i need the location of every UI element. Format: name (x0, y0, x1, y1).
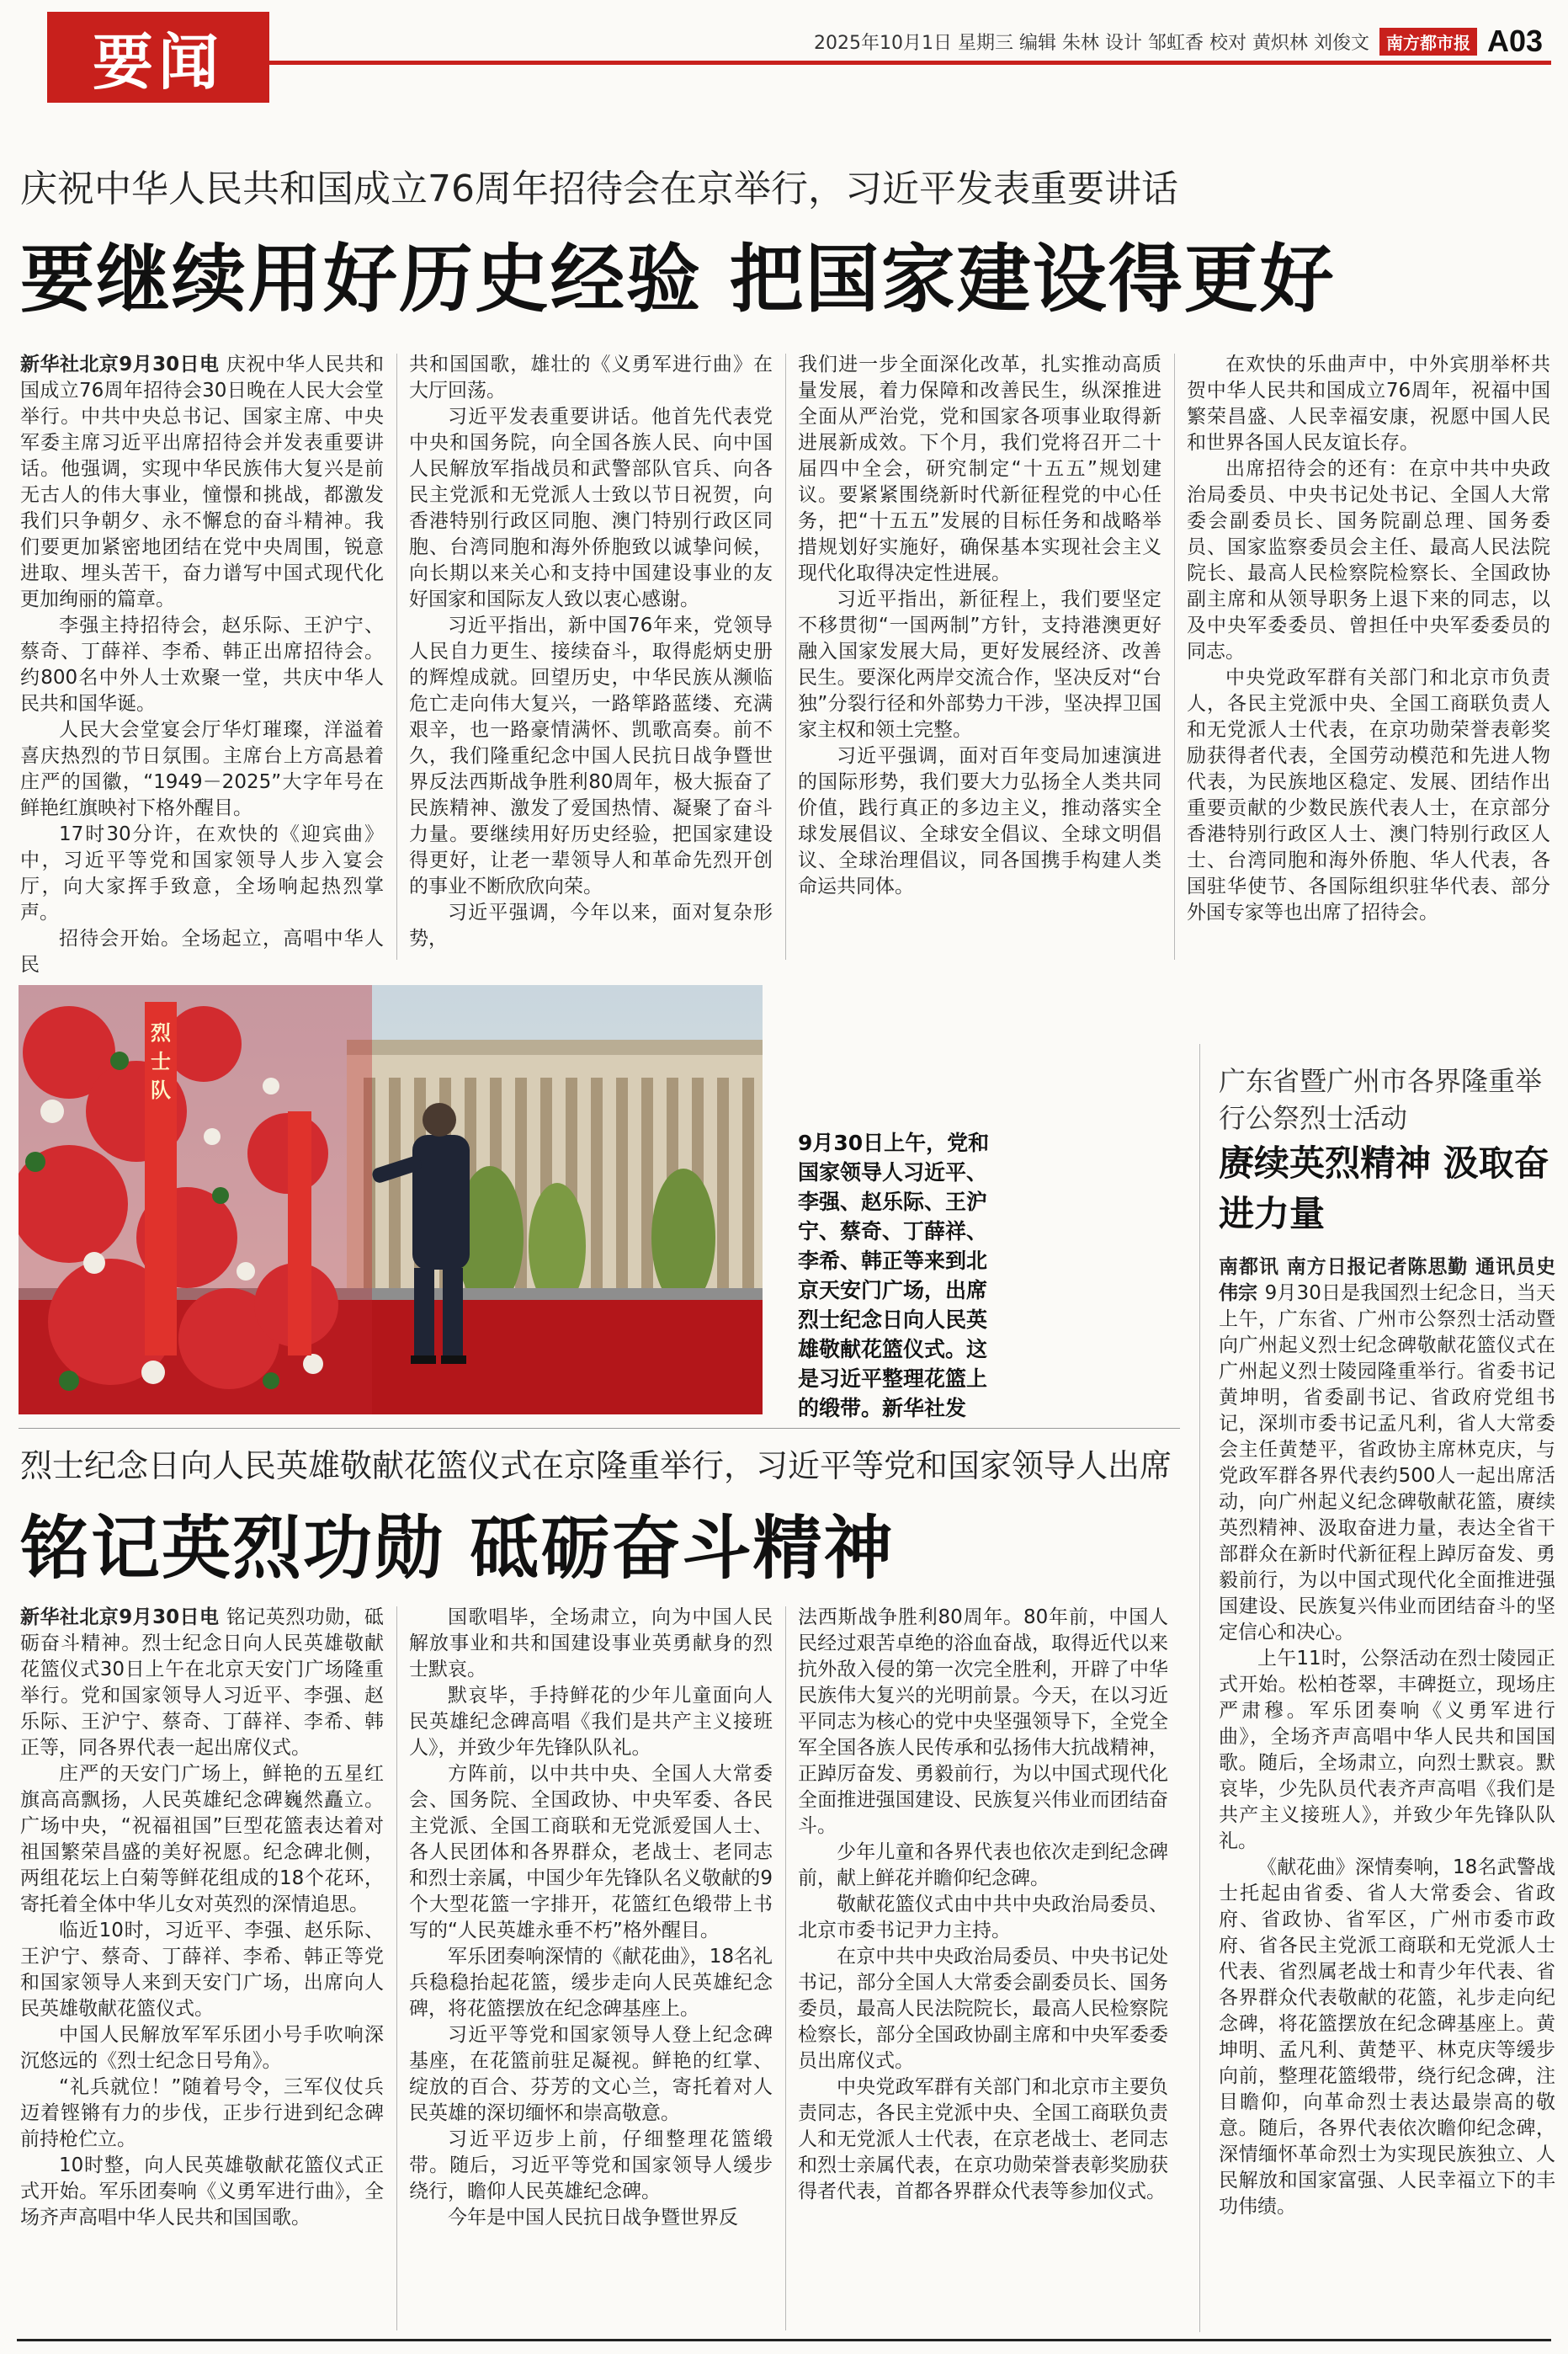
paragraph-text: 中央党政军群有关部门和北京市负责人，各民主党派中央、全国工商联负责人和无党派人士代表，在京功勋荣誉表彰奖励获得者代表，全国劳动模范和先进人物代表，为民族地区稳定、发展、团结作出重要贡献的少数民族代表人士，在京部分香港特别行政区人士、澳门特别行政区人士、台湾同胞和海外侨胞、华人代表，各国驻华使节、各国际组织驻华代表、部分外国专家等也出席了招待会。 (1187, 667, 1550, 924)
article-paragraph (409, 900, 773, 952)
paragraph-text: 共和国国歌，雄壮的《义勇军进行曲》在大厅回荡。 (409, 354, 773, 402)
column-divider (396, 1606, 397, 2330)
article-paragraph (409, 352, 773, 404)
paragraph-text: 10时整，向人民英雄敬献花篮仪式正式开始。军乐团奏响《义勇军进行曲》，全场齐声高唱中华人民共和国国歌。 (20, 2154, 384, 2229)
article-paragraph (798, 1605, 1168, 1840)
article-paragraph (798, 2074, 1168, 2205)
article-paragraph (409, 1761, 773, 1944)
paragraph-text: 军乐团奏响深情的《献花曲》，18名礼兵稳稳抬起花篮，缓步走向人民英雄纪念碑，将花篮摆放在纪念碑基座上。 (409, 1946, 773, 2020)
paragraph-text: 《献花曲》深情奏响，18名武警战士托起由省委、省人大常委会、省政府、省政协、省军区，广州市委市政府、省各民主党派工商联和无党派人士代表、省烈属老战士和青少年代表、省各界群众代表敬献的花篮，礼步走向纪念碑，将花篮摆放在纪念碑基座上。黄坤明、孟凡利、黄楚平、林克庆等缓步向前，整理花篮缎带，绕行纪念碑，注目瞻仰，向革命烈士表达最崇高的敬意。随后，各界代表依次瞻仰纪念碑，深情缅怀革命烈士为实现民族独立、人民解放和国家富强、人民幸福立下的丰功伟绩。 (1219, 1856, 1555, 2218)
page-number: A03 (1486, 24, 1543, 58)
story3-headline: 赓续英烈精神 汲取奋进力量 (1219, 1142, 1549, 1234)
story3-kicker: 广东省暨广州市各界隆重举行公祭烈士活动 (1219, 1065, 1543, 1134)
column-divider (785, 1606, 786, 2330)
article-paragraph (798, 1892, 1168, 1944)
paragraph-text: “礼兵就位！”随着号令，三军仪仗兵迈着铿锵有力的步伐，正步行进到纪念碑前持枪伫立。 (20, 2076, 384, 2150)
paragraph-text: 在京中共中央政治局委员、中央书记处书记，部分全国人大常委会副委员长、国务委员，最高人民法院院长，最高人民检察院检察长，部分全国政协副主席和中央军委委员出席仪式。 (798, 1946, 1168, 2072)
section-badge: 要闻 (47, 12, 269, 103)
paragraph-text: 习近平发表重要讲话。他首先代表党中央和国务院，向全国各族人民、向中国人民解放军指战员和武警部队官兵、向各民主党派和无党派人士致以节日祝贺，向香港特别行政区同胞、澳门特别行政区同胞、台湾同胞和海外侨胞致以诚挚问候，向长期以来关心和支持中国建设事业的友好国家和国际友人致以衷心感谢。 (409, 406, 773, 610)
article-paragraph (20, 822, 384, 926)
footer-rule (17, 2339, 1551, 2341)
paragraph-text: 习近平指出，新中国76年来，党领导人民自力更生、接续奋斗，取得彪炳史册的辉煌成就。回望历史，中华民族从濒临危亡走向伟大复兴，一路筚路蓝缕、充满艰辛，也一路豪情满怀、凯歌高奏。前不久，我们隆重纪念中国人民抗日战争暨世界反法西斯战争胜利80周年，极大振奋了民族精神、激发了爱国热情、凝聚了奋斗力量。要继续用好历史经验，把国家建设得更好，让老一辈领导人和革命先烈开创的事业不断欣欣向荣。 (409, 615, 773, 897)
article-paragraph (409, 404, 773, 613)
article-paragraph (1219, 1855, 1555, 2220)
article-paragraph (798, 352, 1161, 587)
newspaper-logo: 南方都市报 (1379, 28, 1477, 56)
paragraph-text: 习近平指出，新征程上，我们要坚定不移贯彻“一国两制”方针，支持港澳更好融入国家发展大局，更好发展经济、改善民生。要深化两岸交流合作，坚决反对“台独”分裂行径和外部势力干涉，坚决捍卫国家主权和领土完整。 (798, 588, 1161, 741)
paragraph-text: 方阵前，以中共中央、全国人大常委会、国务院、全国政协、中央军委、各民主党派、全国工商联和无党派爱国人士、各人民团体和各界群众，老战士、老同志和烈士亲属，中国少年先锋队名义敬献的9个大型花篮一字排开，花篮红色缎带上书写的“人民英雄永垂不朽”格外醒目。 (409, 1763, 773, 1941)
paragraph-text: 习近平强调，今年以来，面对复杂形势， (409, 902, 773, 950)
paragraph-text: 我们进一步全面深化改革，扎实推动高质量发展，着力保障和改善民生，纵深推进全面从严治党，党和国家各项事业取得新进展新成效。下个月，我们党将召开二十届四中全会，研究制定“十五五”规划建议。要紧紧围绕新时代新征程党的中心任务，把“十五五”发展的目标任务和战略举措规划好实施好，确保基本实现社会主义现代化取得决定性进展。 (798, 354, 1161, 584)
article-paragraph (20, 926, 384, 975)
paragraph-text: 17时30分许，在欢快的《迎宾曲》中，习近平等党和国家领导人步入宴会厅，向大家挥手致意，全场响起热烈掌声。 (20, 823, 384, 924)
article-paragraph (1219, 1254, 1555, 1646)
story2-column-1 (20, 1605, 384, 2334)
story1-column-1 (20, 352, 384, 975)
paragraph-text: 临近10时，习近平、李强、赵乐际、王沪宁、蔡奇、丁薛祥、李希、韩正等党和国家领导人来到天安门广场，出席向人民英雄敬献花篮仪式。 (20, 1920, 384, 2020)
dateline: 南都讯 南方日报记者陈思勤 通讯员史伟宗 (1219, 1256, 1555, 1304)
paragraph-text: 铭记英烈功勋，砥砺奋斗精神。烈士纪念日向人民英雄敬献花篮仪式30日上午在北京天安门广场隆重举行。党和国家领导人习近平、李强、赵乐际、王沪宁、蔡奇、丁薛祥、李希、韩正等，同各界代表一起出席仪式。 (20, 1606, 384, 1759)
paragraph-text: 今年是中国人民抗日战争暨世界反 (448, 2207, 738, 2229)
story2-column-2 (409, 1605, 773, 2334)
article-paragraph (20, 2153, 384, 2231)
article-paragraph (409, 1683, 773, 1761)
article-paragraph (20, 613, 384, 717)
paragraph-text: 少年儿童和各界代表也依次走到纪念碑前，献上鲜花并瞻仰纪念碑。 (798, 1841, 1168, 1889)
photo-caption: 9月30日上午，党和国家领导人习近平、李强、赵乐际、王沪宁、蔡奇、丁薛祥、李希、韩正等来到北京天安门广场，出席烈士纪念日向人民英雄敬献花篮仪式。这是习近平整理花篮上的缎带。新华社发 (798, 1131, 990, 1420)
article-paragraph (409, 1605, 773, 1683)
story1-column-2 (409, 352, 773, 975)
paragraph-text: 默哀毕，手持鲜花的少年儿童面向人民英雄纪念碑高唱《我们是共产主义接班人》，并致少年先锋队队礼。 (409, 1685, 773, 1759)
article-paragraph (1187, 352, 1550, 456)
story2-headline: 铭记英烈功勋 砥砺奋斗精神 (20, 1509, 895, 1589)
paragraph-text: 庆祝中华人民共和国成立76周年招待会30日晚在人民大会堂举行。中共中央总书记、国家主席、中央军委主席习近平出席招待会并发表重要讲话。他强调，实现中华民族伟大复兴是前无古人的伟大事业，憧憬和挑战，都激发我们只争朝夕、永不懈怠的奋斗精神。我们要更加紧密地团结在党中央周围，锐意进取、埋头苦干，奋力谱写中国式现代化更加绚丽的篇章。 (20, 354, 384, 610)
article-paragraph (409, 2205, 773, 2231)
article-paragraph (1187, 665, 1550, 926)
article-paragraph (409, 2127, 773, 2205)
section-divider (19, 1428, 1180, 1429)
article-paragraph (798, 587, 1161, 743)
article-paragraph (798, 1944, 1168, 2074)
dateline: 新华社北京9月30日电 (20, 1606, 226, 1628)
article-paragraph (20, 717, 384, 822)
story1-kicker: 庆祝中华人民共和国成立76周年招待会在京举行，习近平发表重要讲话 (20, 168, 1178, 210)
story2-kicker: 烈士纪念日向人民英雄敬献花篮仪式在京隆重举行，习近平等党和国家领导人出席 (20, 1447, 1172, 1484)
paragraph-text: 招待会开始。全场起立，高唱中华人民 (20, 928, 384, 975)
column-divider (785, 354, 786, 960)
article-paragraph (798, 743, 1161, 900)
article-paragraph (20, 352, 384, 613)
article-paragraph (798, 1840, 1168, 1892)
story3-body (1219, 1254, 1555, 2334)
paragraph-text: 习近平等党和国家领导人登上纪念碑基座，在花篮前驻足凝视。鲜艳的红掌、绽放的百合、芬芳的文心兰，寄托着对人民英雄的深切缅怀和崇高敬意。 (409, 2024, 773, 2124)
dateline: 新华社北京9月30日电 (20, 354, 226, 375)
article-paragraph (20, 2022, 384, 2074)
paragraph-text: 在欢快的乐曲声中，中外宾朋举杯共贺中华人民共和国成立76周年，祝福中国繁荣昌盛、人民幸福安康，祝愿中国人民和世界各国人民友谊长存。 (1187, 354, 1550, 454)
paragraph-text: 法西斯战争胜利80周年。80年前，中国人民经过艰苦卓绝的浴血奋战，取得近代以来抗外敌入侵的第一次完全胜利，开辟了中华民族伟大复兴的光明前景。今天，在以习近平同志为核心的党中央坚强领导下，全党全军全国各族人民传承和弘扬伟大抗战精神，正踔厉奋发、勇毅前行，为以中国式现代化全面推进强国建设、民族复兴伟业而团结奋斗。 (798, 1606, 1168, 1837)
photo-wreath-ceremony (19, 985, 763, 1414)
paragraph-text: 李强主持招待会，赵乐际、王沪宁、蔡奇、丁薛祥、李希、韩正出席招待会。约800名中外人士欢聚一堂，共庆中华人民共和国华诞。 (20, 615, 384, 715)
article-paragraph (1219, 1646, 1555, 1855)
ribbon-text: 烈士队 (151, 1021, 171, 1102)
paragraph-text: 国歌唱毕，全场肃立，向为中国人民解放事业和共和国建设事业英勇献身的烈士默哀。 (409, 1606, 773, 1680)
paragraph-text: 习近平强调，面对百年变局加速演进的国际形势，我们要大力弘扬全人类共同价值，践行真正的多边主义，推动落实全球发展倡议、全球安全倡议、全球文明倡议、全球治理倡议，同各国携手构建人类命运共同体。 (798, 745, 1161, 897)
story1-headline: 要继续用好历史经验 把国家建设得更好 (20, 236, 1336, 322)
paragraph-text: 中国人民解放军军乐团小号手吹响深沉悠远的《烈士纪念日号角》。 (20, 2024, 384, 2072)
story2-column-3 (798, 1605, 1168, 2334)
article-paragraph (20, 1918, 384, 2022)
article-paragraph (409, 2022, 773, 2127)
paragraph-text: 中央党政军群有关部门和北京市主要负责同志，各民主党派中央、全国工商联负责人和无党派人士代表，在京老战士、老同志和烈士亲属代表，在京功勋荣誉表彰奖励获得者代表，首都各界群众代表等参加仪式。 (798, 2076, 1168, 2202)
section-rule (269, 61, 1551, 65)
masthead (814, 24, 1543, 59)
column-divider (1199, 1044, 1200, 2332)
paragraph-text: 庄严的天安门广场上，鲜艳的五星红旗高高飘扬，人民英雄纪念碑巍然矗立。广场中央，“祝福祖国”巨型花篮表达着对祖国繁荣昌盛的美好祝愿。纪念碑北侧，两组花坛上白菊等鲜花组成的18个花环，寄托着全体中华儿女对英烈的深情追思。 (20, 1763, 384, 1915)
paragraph-text: 人民大会堂宴会厅华灯璀璨，洋溢着喜庆热烈的节日氛围。主席台上方高悬着庄严的国徽，“1949－2025”大字年号在鲜艳红旗映衬下格外醒目。 (20, 719, 384, 819)
masthead-info: 2025年10月1日 星期三 编辑 朱林 设计 邹虹香 校对 黄炽林 刘俊文 (814, 32, 1369, 54)
paragraph-text: 敬献花篮仪式由中共中央政治局委员、北京市委书记尹力主持。 (798, 1893, 1168, 1941)
paragraph-text: 习近平迈步上前，仔细整理花篮缎带。随后，习近平等党和国家领导人缓步绕行，瞻仰人民英雄纪念碑。 (409, 2128, 773, 2202)
article-paragraph (20, 1605, 384, 1761)
story1-column-4 (1187, 352, 1550, 975)
paragraph-text: 出席招待会的还有：在京中共中央政治局委员、中央书记处书记、全国人大常委会副委员长、国务院副总理、国务委员、国家监察委员会主任、最高人民法院院长、最高人民检察院检察长、全国政协副主席和从领导职务上退下来的同志，以及中央军委委员、曾担任中央军委委员的同志。 (1187, 458, 1550, 663)
article-paragraph (20, 2074, 384, 2153)
paragraph-text: 上午11时，公祭活动在烈士陵园正式开始。松柏苍翠，丰碑挺立，现场庄严肃穆。军乐团奏响《义勇军进行曲》，全场齐声高唱中华人民共和国国歌。随后，全场肃立，向烈士默哀。默哀毕，少先队员代表齐声高唱《我们是共产主义接班人》，并致少年先锋队队礼。 (1219, 1648, 1555, 1852)
article-paragraph (409, 613, 773, 900)
article-paragraph (1187, 456, 1550, 665)
paragraph-text: 9月30日是我国烈士纪念日，当天上午，广东省、广州市公祭烈士活动暨向广州起义烈士纪念碑敬献花篮仪式在广州起义烈士陵园隆重举行。省委书记黄坤明，省委副书记、省政府党组书记，深圳市委书记孟凡利，省人大常委会主任黄楚平，省政协主席林克庆，与党政军群各界代表约500人一起出席活动，向广州起义纪念碑敬献花篮，赓续英烈精神、汲取奋进力量，表达全省干部群众在新时代新征程上踔厉奋发、勇毅前行，为以中国式现代化全面推进强国建设、民族复兴伟业而团结奋斗的坚定信心和决心。 (1219, 1282, 1555, 1643)
article-paragraph (409, 1944, 773, 2022)
column-divider (396, 354, 397, 960)
article-paragraph (20, 1761, 384, 1918)
column-divider (1174, 354, 1175, 960)
story1-column-3 (798, 352, 1161, 975)
